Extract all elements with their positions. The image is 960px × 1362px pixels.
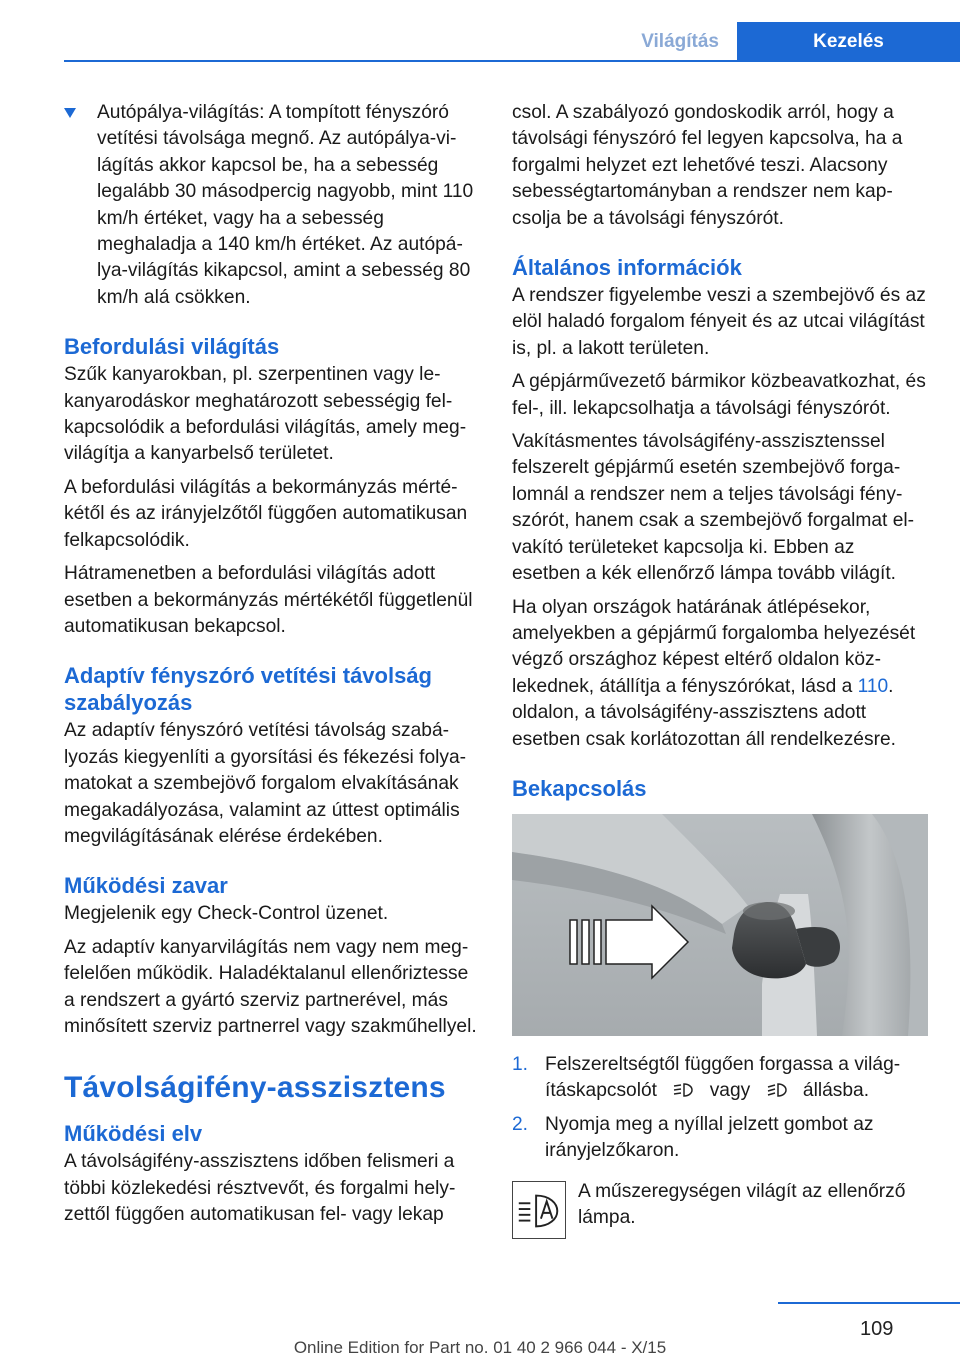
paragraph: Szűk kanyarokban, pl. szerpentinen vagy lekanyarodáskor meghatározott sebességig felkapcsolódik a befordulási világítás, amely megvilágítja a kanyarbelső területet.	[64, 364, 467, 465]
heading-principle: Működési elv	[64, 1121, 203, 1147]
paragraph: Az adaptív fényszóró vetítési távolság szabályozás kiegyenlíti a gyorsítási és fékezési folyamatokat a szembejövő forgalom elvakításának megakadályozása, valamint az úttest optimális megvilágításának elérése érdekében.	[64, 720, 467, 847]
highway-light-text: Autópálya-világítás: A tompított fényszóró vetítési távolsága megnő. Az autópálya-világítás akkor kapcsol be, ha a sebesség legalább 30 másodpercig nagyobb, mint 110 km/h értéket, vagy ha a sebesség meghaladja a 140 km/h értéket. Az autópálya-világítás kikapcsol, amint a sebesség 80 km/h alá csökken.	[97, 102, 474, 308]
footer-rule	[778, 1302, 960, 1304]
step-number: 1.	[512, 1053, 529, 1075]
paragraph: Az adaptív kanyarvilágítás nem vagy nem megfelelően működik. Haladéktalanul ellenőriztesse a rendszert a gyártó szerviz partnerével, más minősített szerviz partnerrel vagy szakműhellyel.	[64, 936, 477, 1037]
edition-footer: Online Edition for Part no. 01 40 2 966 044 - X/15	[293, 1338, 667, 1357]
step-text: Felszereltségtől függően forgassa a világításkapcsolót	[545, 1053, 901, 1102]
paragraph: Vakításmentes távolságifény-asszisztenssel felszerelt gépjármű esetén szembejövő forgalomnál a rendszer nem a teljes távolsági fényszórót, hanem csak a szembejövő forgalmat elvakító területeket kapcsolja ki. Ebben az esetben a kék ellenőrző lámpa tovább világít.	[512, 431, 915, 585]
paragraph: Hátramenetben a befordulási világítás adott esetben a bekormányzás mértékétől függetlenül automatikusan bekapcsol.	[64, 563, 473, 637]
page-number: 109	[860, 1318, 894, 1340]
text-span: Ha olyan országok határának átlépésekor, amelyekben a gépjármű forgalomba helyezését végző országhoz képest eltérő oldalon közlekednek, átállítja a fényszórókat, lásd a	[512, 596, 916, 697]
list-item	[512, 1052, 926, 1105]
paragraph: A befordulási világítás a bekormányzás mértékétől és az irányjelzőtől függően automatikusan felkapcsolódik.	[64, 476, 468, 551]
paragraph	[512, 595, 926, 753]
paragraph: A távolságifény-asszisztens időben felismeri a többi közlekedési résztvevőt, és forgalmi helyzettől függően automatikusan fel- vagy lekap	[64, 1151, 456, 1226]
triangle-bullet-icon	[64, 108, 76, 118]
heading-activation: Bekapcsolás	[512, 775, 647, 801]
low-beam-icon	[766, 1081, 788, 1099]
step-text: vagy	[709, 1080, 751, 1102]
heading-adaptive-range: Adaptív fényszóró vetítési távolság szabályozás	[64, 663, 432, 716]
heading-high-beam-assistant: Távolságifény-asszisztens	[64, 1071, 446, 1105]
indicator-note	[512, 1179, 926, 1239]
heading-general-info: Általános információk	[512, 255, 742, 281]
heading-malfunction: Működési zavar	[64, 873, 228, 899]
bullet-item	[64, 100, 478, 311]
auto-headlight-icon	[672, 1081, 694, 1099]
paragraph: Megjelenik egy Check-Control üzenet.	[64, 903, 389, 925]
paragraph: A gépjárművezető bármikor közbeavatkozhat, és fel-, ill. lekapcsolhatja a távolsági fényszórót.	[512, 371, 926, 419]
list-item	[512, 1112, 926, 1165]
indicator-text: A műszeregységen világít az ellenőrző lámpa.	[578, 1180, 906, 1228]
section-tab[interactable]: Világítás	[641, 31, 719, 52]
paragraph: csol. A szabályozó gondoskodik arról, hogy a távolsági fényszóró fel legyen kapcsolva, ha a forgalmi helyzet ezt lehetővé teszi. Alacsony sebességtartományban a rendszer nem kapcsolja be a távolsági fényszórót.	[512, 102, 903, 229]
right-column	[512, 100, 926, 1239]
chapter-tab[interactable]: Kezelés	[737, 22, 960, 62]
page-link[interactable]: 110	[857, 675, 889, 697]
paragraph: A rendszer figyelembe veszi a szembejövő és az elöl haladó forgalom fényeit és az utcai világítást is, pl. a lakott területen.	[512, 285, 926, 359]
turn-signal-lever-illustration	[512, 814, 928, 1036]
step-text: Nyomja meg a nyíllal jelzett gombot az irányjelzőkaron.	[545, 1113, 874, 1162]
high-beam-assist-indicator-icon	[512, 1181, 566, 1239]
page-header	[64, 22, 960, 62]
steps-list	[512, 1052, 926, 1165]
text-span: . oldalon, a távolságifény-asszisztens adott esetben csak korlátozottan áll rendelkezésre.	[512, 675, 896, 750]
step-text: állásba.	[802, 1080, 870, 1102]
left-column	[64, 100, 478, 1236]
step-number: 2.	[512, 1113, 529, 1135]
heading-turning-light: Befordulási világítás	[64, 334, 280, 360]
